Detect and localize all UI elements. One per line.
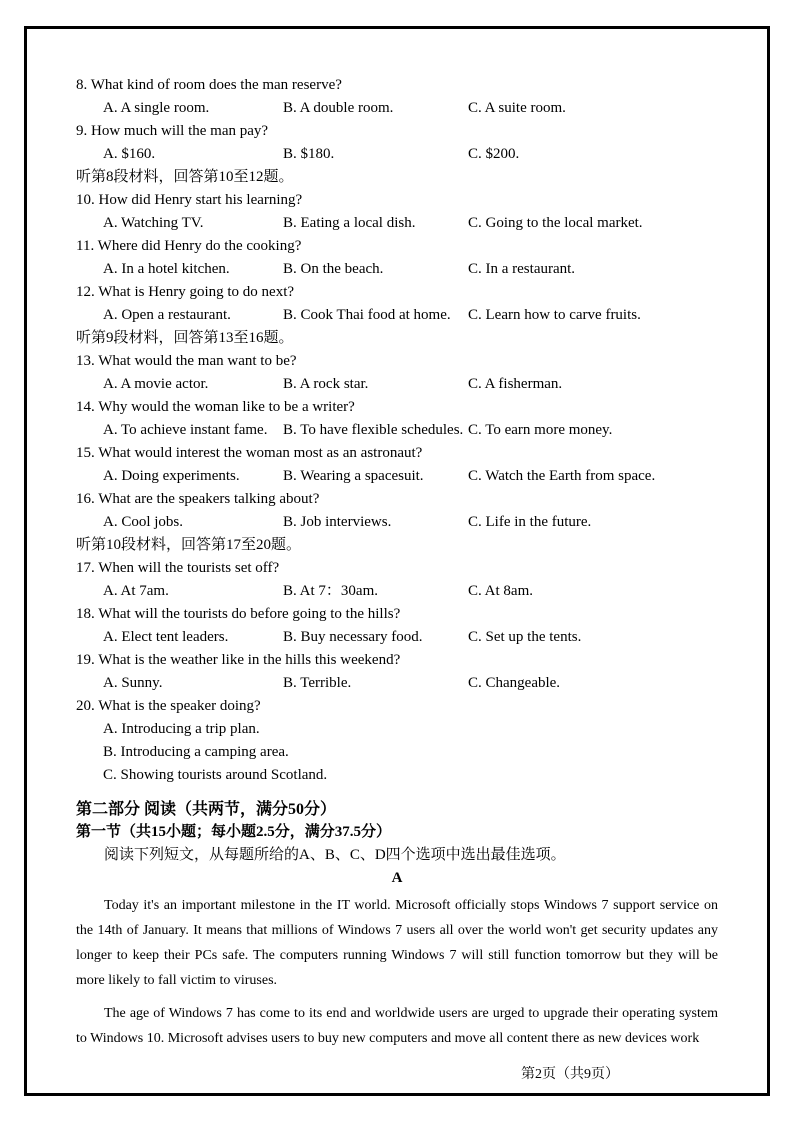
question-text: 10. How did Henry start his learning? <box>76 192 303 208</box>
options-row <box>76 419 718 442</box>
question-text: 15. What would interest the woman most as an astronaut? <box>76 445 423 461</box>
question-16 <box>76 488 718 534</box>
question-9 <box>76 120 718 166</box>
question-11 <box>76 235 718 281</box>
question-text: 9. How much will the man pay? <box>76 123 269 139</box>
option-c: C. Showing tourists around Scotland. <box>103 767 328 783</box>
option-c: C. $200. <box>468 146 520 162</box>
option-a: A. Introducing a trip plan. <box>103 721 260 737</box>
options-row <box>76 465 718 488</box>
option-b: B. Buy necessary food. <box>283 629 423 645</box>
question-text: 11. Where did Henry do the cooking? <box>76 238 302 254</box>
option-c: C. Learn how to carve fruits. <box>468 307 641 323</box>
options-row <box>76 626 718 649</box>
reading-part-heading: 第二部分 阅读（共两节，满分50分） <box>76 801 337 818</box>
option-a: A. Elect tent leaders. <box>103 629 229 645</box>
options-stacked <box>76 718 718 787</box>
question-text: 20. What is the speaker doing? <box>76 698 261 714</box>
option-a: A. Sunny. <box>103 675 163 691</box>
question-20 <box>76 695 718 787</box>
options-row <box>76 672 718 695</box>
options-row <box>76 304 718 327</box>
option-b: B. At 7：30am. <box>283 583 379 599</box>
option-a: A. Doing experiments. <box>103 468 240 484</box>
question-text: 18. What will the tourists do before going to the hills? <box>76 606 401 622</box>
question-text: 19. What is the weather like in the hills this weekend? <box>76 652 401 668</box>
option-a: A. Cool jobs. <box>103 514 184 530</box>
option-b: B. Terrible. <box>283 675 352 691</box>
question-13 <box>76 350 718 396</box>
option-a: A. In a hotel kitchen. <box>103 261 230 277</box>
exam-page-content <box>76 74 718 1086</box>
option-c: C. To earn more money. <box>468 422 613 438</box>
question-18 <box>76 603 718 649</box>
option-c: C. In a restaurant. <box>468 261 576 277</box>
passage-paragraph-1: Today it's an important milestone in the IT world. Microsoft officially stops Windows 7 support service on the 14th of January. It means that millions of Windows 7 users all over the world won't get security updates any longer to keep their PCs safe. The computers running Windows 7 will still function tomorrow but they will be more likely to fall victim to viruses. <box>76 898 718 988</box>
question-text: 14. Why would the woman like to be a writer? <box>76 399 355 415</box>
option-a: A. Watching TV. <box>103 215 204 231</box>
question-19 <box>76 649 718 695</box>
listening-section-instruction-9: 听第9段材料，回答第13至16题。 <box>76 330 294 346</box>
option-c: C. Set up the tents. <box>468 629 582 645</box>
option-c: C. Going to the local market. <box>468 215 643 231</box>
reading-instruction: 阅读下列短文，从每题所给的A、B、C、D四个选项中选出最佳选项。 <box>104 847 566 863</box>
option-b: B. On the beach. <box>283 261 384 277</box>
options-row <box>76 580 718 603</box>
option-b: B. A double room. <box>283 100 394 116</box>
option-c: C. Changeable. <box>468 675 561 691</box>
page-number: 第2页（共9页） <box>521 1067 619 1082</box>
reading-section-heading: 第一节（共15小题；每小题2.5分，满分37.5分） <box>76 824 392 840</box>
listening-section-instruction-8: 听第8段材料，回答第10至12题。 <box>76 169 294 185</box>
listening-section-instruction-10: 听第10段材料，回答第17至20题。 <box>76 537 302 553</box>
options-row <box>76 212 718 235</box>
option-b: B. Cook Thai food at home. <box>283 307 451 323</box>
option-a: A. A single room. <box>103 100 210 116</box>
option-b: B. $180. <box>283 146 335 162</box>
options-row <box>76 143 718 166</box>
option-c: C. Life in the future. <box>468 514 592 530</box>
options-row <box>76 97 718 120</box>
question-17 <box>76 557 718 603</box>
option-c: C. At 8am. <box>468 583 534 599</box>
question-8 <box>76 74 718 120</box>
option-b: B. Eating a local dish. <box>283 215 416 231</box>
option-c: C. A suite room. <box>468 100 566 116</box>
question-text: 12. What is Henry going to do next? <box>76 284 295 300</box>
options-row <box>76 511 718 534</box>
question-text: 16. What are the speakers talking about? <box>76 491 320 507</box>
option-c: C. A fisherman. <box>468 376 563 392</box>
question-12 <box>76 281 718 327</box>
option-a: A. A movie actor. <box>103 376 209 392</box>
option-b: B. To have flexible schedules. <box>283 422 464 438</box>
question-10 <box>76 189 718 235</box>
question-15 <box>76 442 718 488</box>
options-row <box>76 373 718 396</box>
option-a: A. At 7am. <box>103 583 169 599</box>
question-text: 17. When will the tourists set off? <box>76 560 280 576</box>
passage-label-a: A <box>391 870 403 886</box>
option-a: A. $160. <box>103 146 156 162</box>
option-b: B. Wearing a spacesuit. <box>283 468 424 484</box>
question-text: 13. What would the man want to be? <box>76 353 297 369</box>
option-a: A. Open a restaurant. <box>103 307 231 323</box>
option-b: B. Job interviews. <box>283 514 392 530</box>
option-b: B. Introducing a camping area. <box>103 744 289 760</box>
option-a: A. To achieve instant fame. <box>103 422 268 438</box>
question-text: 8. What kind of room does the man reserve? <box>76 77 342 93</box>
question-14 <box>76 396 718 442</box>
passage-paragraph-2: The age of Windows 7 has come to its end and worldwide users are urged to upgrade their operating system to Windows 10. Microsoft advises users to buy new computers and move all content there as new devices work <box>76 1006 718 1046</box>
option-c: C. Watch the Earth from space. <box>468 468 656 484</box>
option-b: B. A rock star. <box>283 376 369 392</box>
options-row <box>76 258 718 281</box>
